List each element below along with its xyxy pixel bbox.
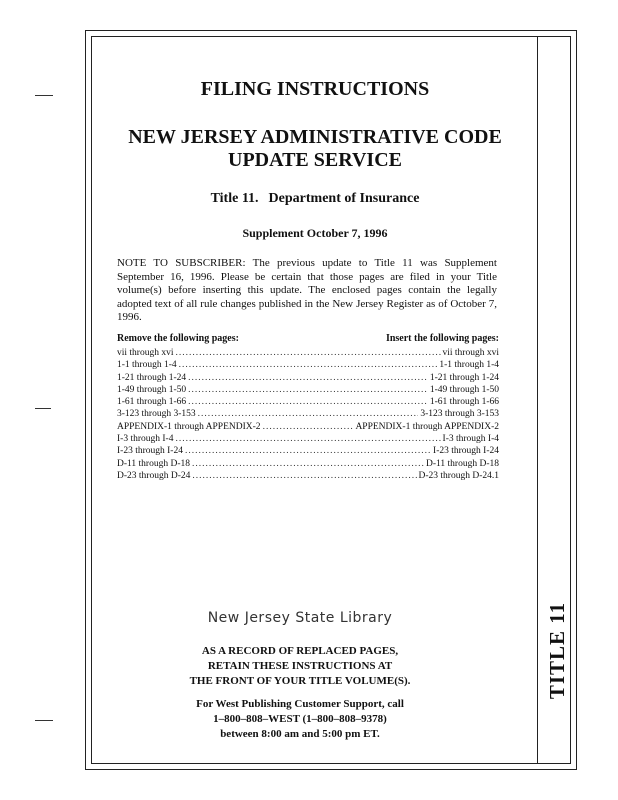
remove-pages: I-3 through I-4 bbox=[117, 434, 174, 445]
insert-pages: 1-61 through 1-66 bbox=[429, 397, 499, 408]
title-tab-label: TITLE 11 bbox=[545, 601, 570, 699]
binder-hole-mark bbox=[35, 95, 53, 96]
table-rows bbox=[117, 347, 499, 482]
remove-pages: 1-49 through 1-50 bbox=[117, 384, 187, 395]
record-notice bbox=[100, 644, 500, 689]
title-tab bbox=[540, 600, 576, 700]
table-row bbox=[117, 384, 499, 396]
record-line-1: AS A RECORD OF REPLACED PAGES, bbox=[201, 645, 399, 657]
support-line-2: 1–800–808–WEST (1–800–808–9378) bbox=[213, 713, 387, 725]
leader-dots bbox=[175, 347, 440, 359]
subtitle-line-2: UPDATE SERVICE bbox=[228, 149, 402, 171]
insert-pages: 1-49 through 1-50 bbox=[429, 384, 499, 395]
insert-pages: 1-1 through 1-4 bbox=[439, 360, 499, 371]
leader-dots bbox=[185, 445, 431, 457]
record-line-2: RETAIN THESE INSTRUCTIONS AT bbox=[207, 660, 393, 672]
table-row bbox=[117, 458, 499, 470]
remove-pages: D-11 through D-18 bbox=[117, 458, 190, 469]
table-row bbox=[117, 359, 499, 371]
supplement-date: Supplement October 7, 1996 bbox=[242, 226, 388, 240]
title-heading bbox=[100, 191, 530, 207]
leader-dots bbox=[179, 359, 438, 371]
subtitle-line-1: NEW JERSEY ADMINISTRATIVE CODE bbox=[128, 126, 502, 148]
record-line-3: THE FRONT OF YOUR TITLE VOLUME(S). bbox=[189, 675, 411, 687]
table-row bbox=[117, 421, 499, 433]
remove-pages: 1-61 through 1-66 bbox=[117, 397, 187, 408]
document-title: FILING INSTRUCTIONS bbox=[200, 78, 430, 100]
remove-pages: D-23 through D-24 bbox=[117, 470, 191, 481]
support-line-3: between 8:00 am and 5:00 pm ET. bbox=[220, 728, 380, 740]
library-stamp: New Jersey State Library bbox=[207, 610, 393, 626]
binder-hole-mark bbox=[35, 720, 53, 721]
leader-dots bbox=[188, 372, 428, 384]
page-replacement-table bbox=[117, 333, 499, 482]
remove-pages: vii through xvi bbox=[117, 348, 174, 358]
remove-pages: 1-21 through 1-24 bbox=[117, 372, 187, 383]
leader-dots bbox=[175, 433, 440, 445]
insert-pages: I-23 through I-24 bbox=[433, 446, 499, 457]
insert-pages: vii through xvi bbox=[442, 348, 499, 358]
remove-pages: APPENDIX-1 through APPENDIX-2 bbox=[117, 421, 261, 432]
leader-dots bbox=[188, 384, 428, 396]
binder-hole-mark bbox=[35, 408, 51, 409]
tab-divider bbox=[537, 36, 538, 764]
remove-pages: 3-123 through 3-153 bbox=[117, 409, 196, 420]
title-number: Title 11. bbox=[210, 191, 259, 206]
leader-dots bbox=[198, 408, 419, 420]
table-row bbox=[117, 433, 499, 445]
table-row bbox=[117, 372, 499, 384]
document-subtitle bbox=[100, 126, 530, 172]
leader-dots bbox=[192, 470, 416, 482]
leader-dots bbox=[263, 421, 354, 433]
insert-pages: 1-21 through 1-24 bbox=[429, 372, 499, 383]
table-row bbox=[117, 408, 499, 420]
insert-pages: 3-123 through 3-153 bbox=[420, 409, 499, 420]
table-header bbox=[117, 333, 499, 347]
table-row bbox=[117, 396, 499, 408]
subscriber-note: NOTE TO SUBSCRIBER: The previous update to Title 11 was Supplement September 16, 1996. Please be certain that those pages are filed in your Title volume(s) before inserting this update. The enclosed pages contain the legally adopted text of all rule changes published in the New Jersey Register as of October 7, 1996. bbox=[117, 257, 497, 323]
table-row bbox=[117, 445, 499, 457]
insert-pages: APPENDIX-1 through APPENDIX-2 bbox=[355, 421, 499, 432]
table-row bbox=[117, 347, 499, 359]
support-line-1: For West Publishing Customer Support, call bbox=[196, 698, 404, 710]
table-row bbox=[117, 470, 499, 482]
remove-pages: 1-1 through 1-4 bbox=[117, 360, 177, 371]
insert-header: Insert the following pages: bbox=[385, 333, 499, 344]
insert-pages: I-3 through I-4 bbox=[442, 434, 499, 445]
insert-pages: D-11 through D-18 bbox=[426, 458, 499, 469]
customer-support bbox=[100, 697, 500, 742]
department-name: Department of Insurance bbox=[268, 191, 420, 206]
leader-dots bbox=[192, 458, 424, 470]
remove-header: Remove the following pages: bbox=[117, 333, 239, 344]
remove-pages: I-23 through I-24 bbox=[117, 446, 183, 457]
insert-pages: D-23 through D-24.1 bbox=[418, 470, 499, 481]
leader-dots bbox=[188, 396, 428, 408]
